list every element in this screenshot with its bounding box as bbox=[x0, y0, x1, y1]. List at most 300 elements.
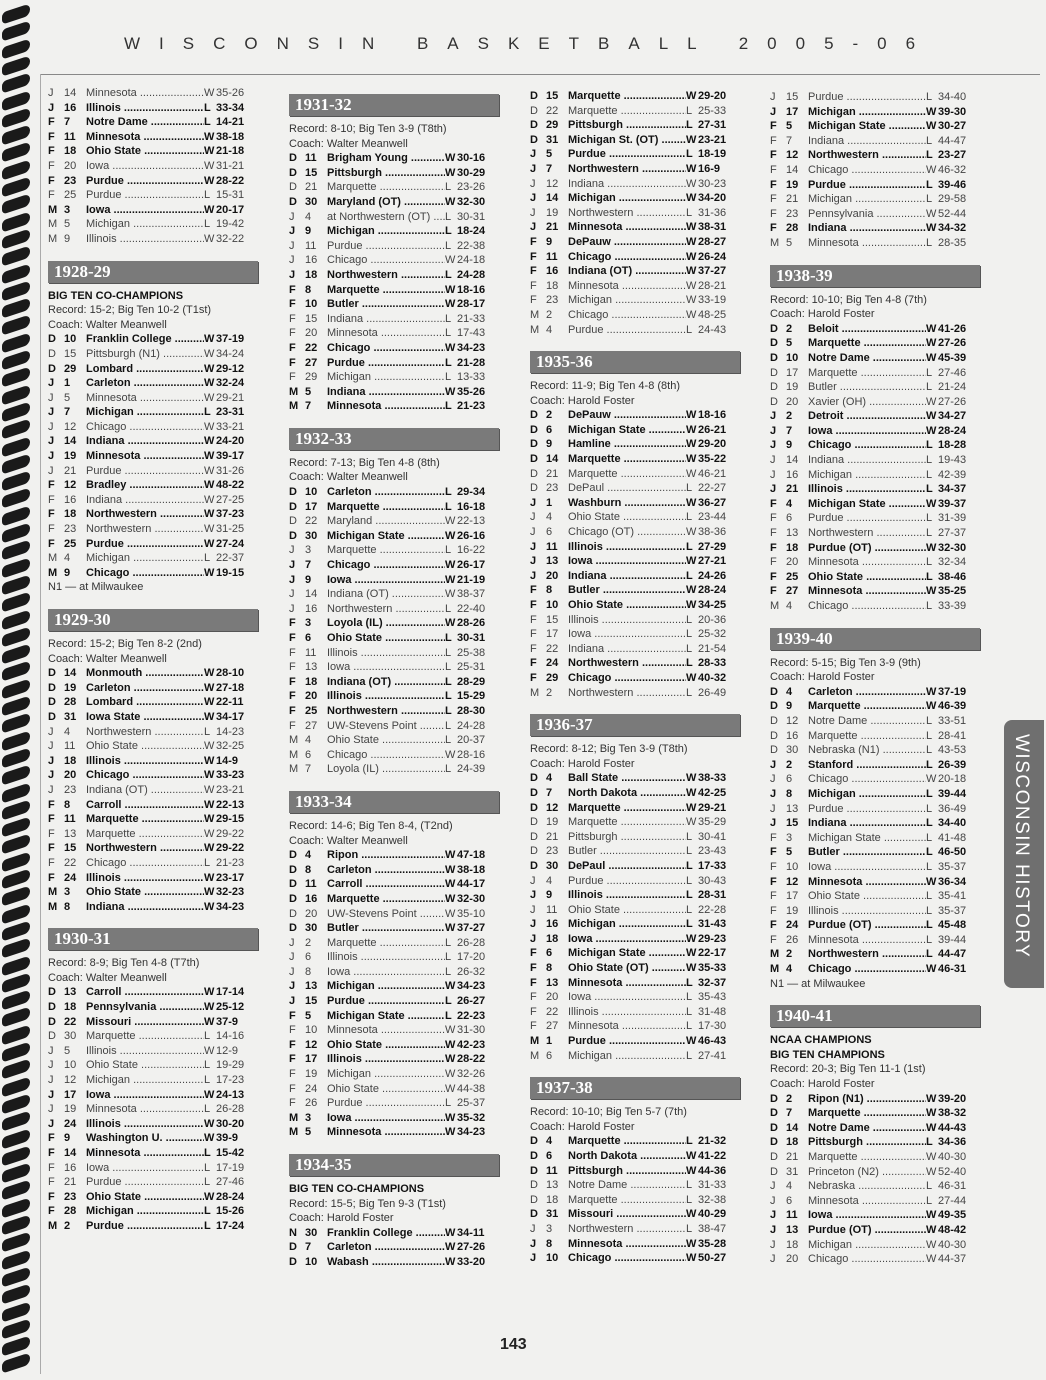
game-result: W bbox=[445, 298, 456, 311]
game-score: 28-17 bbox=[457, 298, 486, 311]
game-score: 32-25 bbox=[216, 740, 245, 753]
game-day: 4 bbox=[305, 734, 312, 747]
game-day: 4 bbox=[546, 511, 553, 524]
game-result: W bbox=[204, 450, 215, 463]
game-month: D bbox=[530, 830, 538, 843]
game-day: 20 bbox=[305, 907, 318, 920]
game-month: D bbox=[289, 152, 297, 165]
game-result: W bbox=[204, 232, 215, 245]
spiral-ring bbox=[2, 592, 30, 613]
game-score: 46-50 bbox=[938, 846, 967, 859]
game-row bbox=[770, 163, 980, 178]
game-score: 34-40 bbox=[938, 817, 967, 830]
game-opponent: Notre Dame ..... bbox=[808, 1121, 926, 1136]
game-row bbox=[48, 159, 258, 174]
season-coach: Coach: Harold Foster bbox=[530, 1120, 635, 1133]
game-row bbox=[770, 860, 980, 875]
game-row bbox=[770, 816, 980, 831]
game-month: J bbox=[289, 951, 295, 964]
game-month: D bbox=[770, 685, 778, 698]
game-result: L bbox=[926, 570, 933, 583]
game-score: 27-26 bbox=[938, 337, 967, 350]
game-month: J bbox=[770, 773, 776, 786]
season-heading: 1938-39 bbox=[770, 265, 980, 287]
game-day: 4 bbox=[546, 323, 553, 336]
game-score: 24-26 bbox=[698, 569, 727, 582]
game-month: D bbox=[289, 863, 297, 876]
game-row bbox=[48, 827, 258, 842]
game-month: M bbox=[289, 763, 299, 776]
game-score: 33-51 bbox=[938, 714, 967, 727]
game-opponent: Illinois ..... bbox=[327, 689, 445, 704]
game-score: 22-17 bbox=[698, 947, 727, 960]
game-score: 46-31 bbox=[938, 963, 967, 976]
game-opponent: Notre Dame ..... bbox=[568, 1178, 686, 1193]
game-month: J bbox=[289, 602, 295, 615]
game-result: W bbox=[686, 423, 697, 436]
game-score: 28-21 bbox=[698, 279, 727, 292]
game-row bbox=[530, 554, 740, 569]
season-record: Record: 15-2; Big Ten 10-2 (T1st) bbox=[48, 304, 212, 317]
game-opponent: Princeton (N2) ..... bbox=[808, 1165, 926, 1180]
game-month: F bbox=[289, 312, 296, 325]
game-score: 17-20 bbox=[457, 951, 486, 964]
game-row bbox=[770, 497, 980, 512]
game-score: 28-24 bbox=[216, 1190, 245, 1203]
game-score: 26-16 bbox=[457, 529, 486, 542]
game-result: L bbox=[926, 919, 933, 932]
championship-line: BIG TEN CO-CHAMPIONS bbox=[289, 1183, 425, 1195]
game-result: L bbox=[686, 1020, 693, 1033]
game-score: 40-29 bbox=[698, 1208, 727, 1221]
game-score: 21-18 bbox=[216, 145, 245, 158]
game-row bbox=[289, 195, 499, 210]
game-month: D bbox=[770, 1107, 778, 1120]
game-score: 19-42 bbox=[216, 218, 245, 231]
game-row bbox=[770, 758, 980, 773]
game-score: 31-48 bbox=[698, 1005, 727, 1018]
game-result: W bbox=[445, 849, 456, 862]
game-day: 2 bbox=[786, 948, 793, 961]
game-day: 23 bbox=[64, 523, 77, 536]
game-day: 19 bbox=[786, 178, 799, 191]
game-row bbox=[530, 990, 740, 1005]
game-day: 21 bbox=[64, 1176, 77, 1189]
game-month: F bbox=[48, 856, 55, 869]
game-month: F bbox=[289, 356, 296, 369]
game-day: 10 bbox=[786, 351, 799, 364]
game-row bbox=[48, 464, 258, 479]
game-opponent: Iowa ..... bbox=[568, 990, 686, 1005]
game-day: 19 bbox=[64, 681, 77, 694]
game-score: 40-32 bbox=[698, 671, 727, 684]
game-row bbox=[48, 871, 258, 886]
game-result: W bbox=[926, 395, 937, 408]
game-result: W bbox=[686, 496, 697, 509]
game-row bbox=[48, 217, 258, 232]
game-day: 18 bbox=[64, 754, 77, 767]
game-row bbox=[289, 907, 499, 922]
game-opponent: Northwestern ..... bbox=[86, 841, 204, 856]
game-day: 31 bbox=[786, 1165, 799, 1178]
game-day: 23 bbox=[546, 845, 559, 858]
game-day: 20 bbox=[305, 690, 318, 703]
game-result: L bbox=[445, 734, 452, 747]
game-day: 13 bbox=[546, 1179, 559, 1192]
game-row bbox=[48, 985, 258, 1000]
game-day: 28 bbox=[786, 222, 799, 235]
game-opponent: Marquette ..... bbox=[568, 1193, 686, 1208]
game-opponent: Ohio State ..... bbox=[568, 598, 686, 613]
game-result: W bbox=[926, 120, 937, 133]
game-row bbox=[770, 1092, 980, 1107]
game-result: L bbox=[926, 904, 933, 917]
game-month: F bbox=[289, 283, 296, 296]
game-opponent: Pennsylvania ..... bbox=[86, 1000, 204, 1015]
game-day: 14 bbox=[546, 453, 559, 466]
game-result: W bbox=[204, 479, 215, 492]
game-day: 20 bbox=[786, 395, 799, 408]
game-opponent: Michigan ..... bbox=[808, 787, 926, 802]
game-month: D bbox=[770, 729, 778, 742]
game-score: 34-24 bbox=[216, 347, 245, 360]
game-opponent: Carleton ..... bbox=[327, 863, 445, 878]
game-day: 11 bbox=[546, 1164, 558, 1177]
game-score: 42-25 bbox=[698, 786, 727, 799]
game-score: 30-31 bbox=[457, 632, 486, 644]
game-month: F bbox=[48, 1132, 55, 1145]
game-month: M bbox=[770, 948, 780, 961]
game-result: W bbox=[445, 1053, 456, 1066]
game-month: J bbox=[530, 540, 537, 553]
game-month: M bbox=[530, 686, 540, 699]
game-month: J bbox=[530, 1237, 537, 1250]
game-opponent: Indiana (OT) ..... bbox=[86, 783, 204, 798]
game-score: 15-29 bbox=[457, 690, 486, 703]
game-score: 29-20 bbox=[698, 90, 727, 102]
game-opponent: Illinois ..... bbox=[568, 888, 686, 903]
game-day: 23 bbox=[546, 482, 559, 495]
game-month: J bbox=[770, 1238, 776, 1251]
game-month: J bbox=[289, 268, 296, 281]
game-day: 16 bbox=[64, 493, 77, 506]
game-row bbox=[530, 510, 740, 525]
game-opponent: Marquette ..... bbox=[327, 936, 445, 951]
game-month: F bbox=[770, 512, 777, 525]
game-month: J bbox=[48, 769, 55, 782]
game-day: 1 bbox=[546, 1035, 553, 1048]
game-row bbox=[770, 1179, 980, 1194]
championship-line: BIG TEN CHAMPIONS bbox=[770, 1048, 885, 1061]
game-score: 30-41 bbox=[698, 830, 727, 843]
game-month: J bbox=[289, 995, 296, 1008]
game-opponent: Indiana ..... bbox=[568, 177, 686, 192]
game-day: 24 bbox=[64, 1117, 77, 1130]
game-result: W bbox=[686, 962, 697, 975]
game-day: 9 bbox=[546, 235, 553, 248]
game-result: L bbox=[445, 500, 452, 513]
game-row bbox=[48, 739, 258, 754]
game-score: 17-14 bbox=[216, 986, 245, 999]
game-row bbox=[48, 1161, 258, 1176]
game-result: W bbox=[445, 529, 456, 542]
game-result: W bbox=[445, 922, 456, 935]
left-rule bbox=[40, 74, 41, 1374]
game-month: D bbox=[530, 482, 538, 495]
game-score: 26-49 bbox=[698, 686, 727, 699]
game-month: F bbox=[48, 189, 55, 202]
game-opponent: Loyola (IL) ..... bbox=[327, 762, 445, 777]
game-result: W bbox=[686, 453, 697, 466]
game-result: L bbox=[445, 181, 452, 194]
game-score: 38-31 bbox=[698, 221, 727, 234]
game-opponent: Ohio State ..... bbox=[568, 903, 686, 918]
game-row bbox=[770, 119, 980, 134]
game-score: 34-23 bbox=[457, 1126, 486, 1139]
game-month: D bbox=[530, 772, 538, 785]
game-opponent: Illinois ..... bbox=[86, 871, 204, 886]
game-day: 7 bbox=[546, 786, 553, 799]
game-result: L bbox=[926, 860, 933, 873]
game-row bbox=[48, 362, 258, 377]
game-opponent: Ripon (N1) ..... bbox=[808, 1092, 926, 1107]
game-result: W bbox=[204, 710, 215, 723]
game-month: J bbox=[289, 254, 295, 267]
game-opponent: Marquette ..... bbox=[568, 1134, 686, 1149]
game-score: 38-18 bbox=[216, 130, 245, 143]
game-day: 14 bbox=[546, 192, 559, 205]
game-day: 8 bbox=[305, 283, 312, 296]
game-result: L bbox=[926, 512, 933, 525]
game-opponent: Iowa ..... bbox=[808, 860, 926, 875]
game-day: 2 bbox=[64, 1219, 71, 1232]
game-month: D bbox=[48, 1001, 56, 1014]
game-month: F bbox=[530, 642, 537, 655]
game-result: L bbox=[926, 193, 933, 206]
game-score: 46-39 bbox=[938, 700, 967, 713]
game-day: 15 bbox=[64, 347, 77, 360]
game-row bbox=[530, 191, 740, 206]
game-result: W bbox=[926, 1209, 937, 1222]
game-row bbox=[289, 297, 499, 312]
game-day: 2 bbox=[786, 1092, 793, 1105]
game-opponent: Carleton ..... bbox=[86, 376, 204, 391]
game-score: 52-40 bbox=[938, 1165, 967, 1178]
game-result: L bbox=[686, 511, 693, 524]
game-day: 16 bbox=[64, 101, 77, 114]
game-result: W bbox=[445, 1082, 456, 1095]
game-score: 46-21 bbox=[698, 467, 727, 480]
game-opponent: Franklin College ..... bbox=[327, 1226, 445, 1241]
game-opponent: Iowa ..... bbox=[808, 1208, 926, 1223]
game-opponent: North Dakota ..... bbox=[568, 1149, 686, 1164]
game-month: F bbox=[530, 613, 537, 626]
game-month: M bbox=[48, 232, 58, 245]
game-month: F bbox=[530, 294, 537, 307]
game-result: W bbox=[204, 523, 215, 536]
game-score: 38-47 bbox=[698, 1222, 727, 1235]
game-row bbox=[289, 529, 499, 544]
game-opponent: Chicago ..... bbox=[86, 566, 204, 581]
game-opponent: Michigan ..... bbox=[568, 917, 686, 932]
game-result: W bbox=[686, 90, 697, 102]
game-result: L bbox=[445, 675, 452, 688]
game-row bbox=[289, 733, 499, 748]
game-row bbox=[289, 660, 499, 675]
game-month: J bbox=[289, 544, 295, 557]
game-month: F bbox=[530, 657, 537, 670]
game-result: L bbox=[204, 218, 211, 231]
game-month: J bbox=[48, 740, 54, 753]
game-day: 19 bbox=[546, 816, 559, 829]
game-day: 21 bbox=[786, 193, 799, 206]
game-score: 45-48 bbox=[938, 919, 967, 932]
game-day: 5 bbox=[786, 236, 793, 249]
game-opponent: Nebraska ..... bbox=[808, 1179, 926, 1194]
game-day: 19 bbox=[64, 450, 77, 463]
game-opponent: Ohio State ..... bbox=[86, 144, 204, 159]
game-score: 24-28 bbox=[457, 719, 486, 732]
game-day: 18 bbox=[786, 1238, 799, 1251]
game-day: 2 bbox=[546, 686, 553, 699]
season-coach: Coach: Walter Meanwell bbox=[289, 137, 408, 150]
game-opponent: Pittsburgh ..... bbox=[568, 118, 686, 133]
game-month: D bbox=[530, 1164, 538, 1177]
game-row bbox=[770, 526, 980, 541]
game-opponent: Purdue ..... bbox=[86, 1175, 204, 1190]
game-day: 18 bbox=[305, 675, 318, 688]
game-score: 28-31 bbox=[698, 889, 727, 902]
game-day: 11 bbox=[305, 239, 317, 252]
game-result: W bbox=[204, 1117, 215, 1130]
game-row bbox=[770, 1208, 980, 1223]
game-score: 43-53 bbox=[938, 744, 967, 757]
game-day: 8 bbox=[64, 900, 71, 913]
game-month: J bbox=[770, 787, 777, 800]
game-opponent: Michigan ..... bbox=[808, 105, 926, 120]
game-opponent: Michigan State ..... bbox=[808, 119, 926, 134]
game-score: 16-9 bbox=[698, 162, 721, 175]
game-month: F bbox=[289, 298, 296, 311]
game-month: M bbox=[530, 1035, 540, 1048]
game-day: 5 bbox=[64, 391, 71, 404]
game-day: 17 bbox=[546, 628, 559, 641]
championship-line: BIG TEN CO-CHAMPIONS bbox=[48, 289, 184, 302]
season-record: Record: 8-12; Big Ten 3-9 (T8th) bbox=[530, 743, 688, 756]
game-score: 24-20 bbox=[216, 435, 245, 448]
game-opponent: Iowa ..... bbox=[568, 554, 686, 569]
game-score: 35-33 bbox=[698, 962, 727, 975]
game-month: D bbox=[770, 351, 778, 364]
game-result: L bbox=[204, 856, 211, 869]
game-result: L bbox=[204, 1147, 211, 1159]
game-row bbox=[770, 1106, 980, 1121]
game-opponent: North Dakota ..... bbox=[568, 786, 686, 801]
game-opponent: Ohio State ..... bbox=[86, 1058, 204, 1073]
game-result: W bbox=[926, 773, 937, 786]
game-result: W bbox=[204, 696, 215, 709]
game-score: 27-26 bbox=[938, 395, 967, 408]
game-result: W bbox=[445, 617, 456, 630]
game-score: 34-27 bbox=[938, 410, 967, 423]
game-score: 26-24 bbox=[698, 250, 727, 263]
game-row bbox=[770, 424, 980, 439]
game-result: L bbox=[926, 134, 933, 147]
game-score: 14-21 bbox=[216, 116, 245, 129]
game-row bbox=[770, 134, 980, 149]
game-result: W bbox=[686, 192, 697, 205]
game-day: 11 bbox=[305, 646, 317, 659]
game-day: 31 bbox=[546, 133, 559, 146]
game-month: F bbox=[770, 570, 777, 583]
game-score: 35-41 bbox=[938, 890, 967, 903]
game-opponent: Pittsburgh ..... bbox=[568, 1164, 686, 1179]
game-row bbox=[530, 452, 740, 467]
game-month: J bbox=[770, 454, 776, 467]
game-score: 23-21 bbox=[698, 133, 727, 146]
season-record: Record: 8-10; Big Ten 3-9 (T8th) bbox=[289, 123, 447, 135]
game-row bbox=[530, 1207, 740, 1222]
game-month: J bbox=[530, 192, 537, 205]
game-opponent: Ball State ..... bbox=[568, 771, 686, 786]
game-day: 12 bbox=[786, 875, 799, 888]
game-opponent: Indiana ..... bbox=[568, 642, 686, 657]
game-row bbox=[770, 831, 980, 846]
game-month: J bbox=[770, 1253, 776, 1266]
game-day: 18 bbox=[64, 145, 77, 158]
game-score: 37-19 bbox=[216, 333, 245, 346]
game-result: L bbox=[926, 236, 933, 249]
game-month: F bbox=[770, 149, 777, 162]
game-row bbox=[48, 1204, 258, 1219]
game-day: 7 bbox=[64, 406, 71, 419]
game-result: L bbox=[926, 831, 933, 844]
game-score: 19-15 bbox=[216, 566, 245, 579]
game-row bbox=[289, 356, 499, 371]
game-opponent: Chicago ..... bbox=[808, 1252, 926, 1267]
game-score: 34-40 bbox=[938, 91, 967, 103]
game-result: L bbox=[445, 995, 452, 1008]
game-opponent: Michigan ..... bbox=[808, 468, 926, 483]
game-row bbox=[770, 336, 980, 351]
game-opponent: Minnesota ..... bbox=[808, 236, 926, 251]
game-month: D bbox=[289, 529, 297, 542]
game-month: F bbox=[289, 690, 296, 703]
season-coach: Coach: Walter Meanwell bbox=[48, 971, 167, 984]
game-opponent: Butler ..... bbox=[327, 921, 445, 936]
game-day: 19 bbox=[786, 381, 799, 394]
game-score: 32-30 bbox=[938, 541, 967, 554]
game-opponent: Minnesota ..... bbox=[327, 326, 445, 341]
game-opponent: Missouri ..... bbox=[86, 1015, 204, 1030]
game-day: 18 bbox=[786, 541, 799, 554]
game-result: W bbox=[204, 886, 215, 899]
game-day: 3 bbox=[305, 544, 312, 557]
game-day: 6 bbox=[786, 1194, 793, 1207]
game-score: 21-28 bbox=[457, 356, 486, 369]
game-day: 12 bbox=[305, 1038, 318, 1051]
game-result: W bbox=[686, 294, 697, 307]
game-score: 39-44 bbox=[938, 933, 967, 946]
game-result: W bbox=[445, 1255, 456, 1268]
game-score: 44-17 bbox=[457, 878, 486, 891]
game-day: 6 bbox=[546, 526, 553, 539]
game-day: 5 bbox=[786, 337, 793, 350]
game-score: 29-21 bbox=[698, 801, 727, 814]
game-result: W bbox=[445, 1068, 456, 1081]
game-row bbox=[770, 148, 980, 163]
game-result: W bbox=[926, 875, 937, 888]
